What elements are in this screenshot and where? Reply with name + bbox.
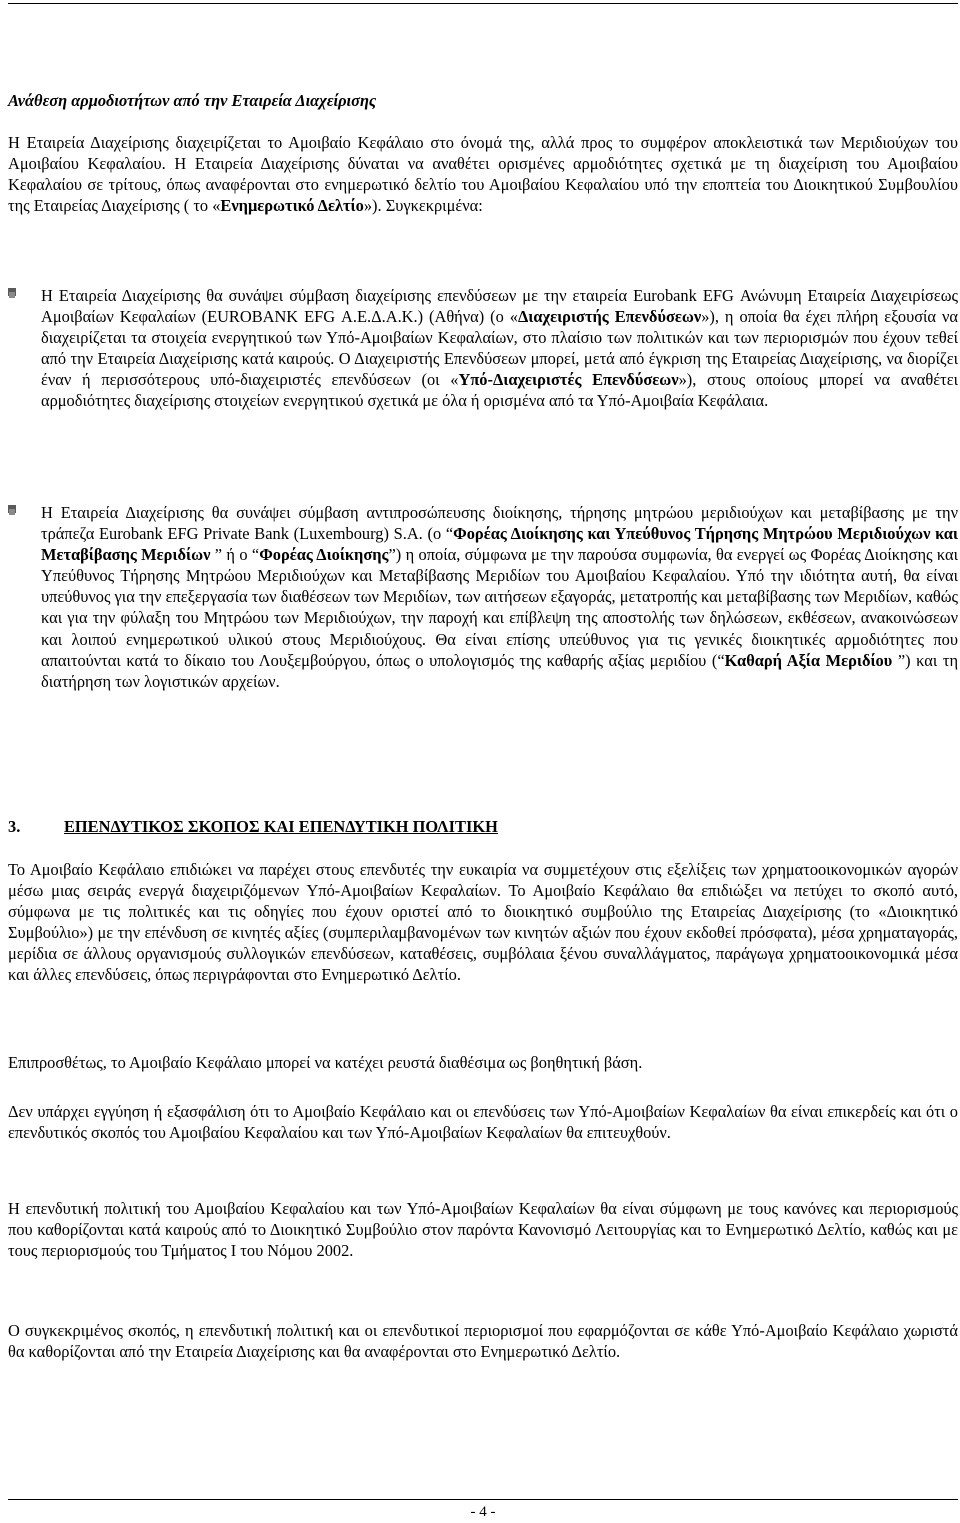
- bullet1-text-1: Η Εταιρεία Διαχείρισης θα συνάψει σύμβαση διαχείρισης επενδύσεων με την εταιρεία Eurobank EFG Ανώνυμη Εταιρεία Διαχειρίσεως Αμοιβαίων Κεφαλαίων (EUROBANK EFG Α.Ε.Δ.Α.Κ.) (Αθήνα) (ο «: [41, 286, 958, 327]
- bullet2-text-2: ” ή ο “: [210, 545, 260, 565]
- bullet2-bold-3: Καθαρή Αξία Μεριδίου: [724, 650, 893, 670]
- section-number: 3.: [8, 817, 21, 836]
- intro-paragraph: [8, 132, 958, 216]
- square-bullet-icon: [8, 288, 16, 296]
- top-rule: [8, 3, 958, 4]
- document-page: [8, 0, 958, 1521]
- intro-bold-term: Ενημερωτικό Δελτίο: [220, 196, 364, 216]
- bullet2-bold-2: Φορέας Διοίκησης: [259, 545, 389, 565]
- intro-text-2: »). Συγκεκριμένα:: [363, 196, 483, 216]
- bullet2-text-4: ”) και τη διατήρηση των λογιστικών αρχείων.: [41, 650, 959, 691]
- bullet2-bold-1: Φορέας Διοίκησης και Υπεύθυνος Τήρησης Μητρώου Μεριδιούχων και Μεταβίβασης Μεριδίων: [41, 524, 958, 565]
- square-bullet-icon: [8, 505, 16, 513]
- bullet1-bold-1: Διαχειριστής Επενδύσεων: [518, 307, 702, 327]
- paragraph-no-guarantee: Δεν υπάρχει εγγύηση ή εξασφάλιση ότι το Αμοιβαίο Κεφάλαιο και οι επενδύσεις των Υπό-Αμοιβαίων Κεφαλαίων θα είναι επικερδείς και ότι ο επενδυτικός σκοπός του Αμοιβαίου Κεφαλαίου και των Υπό-Αμοιβαίων Κεφαλαίων θα επιτευχθούν.: [8, 1102, 958, 1143]
- bullet1-text-3: »), στους οποίους μπορεί να αναθέτει αρμοδιότητες διαχείρισης στοιχείων ενεργητικού σχετικά με όλα ή ορισμένα από τα Υπό-Αμοιβαία Κεφάλαια.: [41, 370, 958, 411]
- paragraph-investment-policy: Η επενδυτική πολιτική του Αμοιβαίου Κεφαλαίου και των Υπό-Αμοιβαίων Κεφαλαίων θα είναι σύμφωνη με τους κανόνες και περιορισμούς που καθορίζονται κατά καιρούς από το Διοικητικό Συμβούλιο στον παρόντα Κανονισμό Λειτουργίας και το Ενημερωτικό Δελτίο, καθώς και με τους περιορισμούς του Τμήματος I του Νόμου 2002.: [8, 1199, 958, 1261]
- paragraph-liquid-assets: Επιπροσθέτως, το Αμοιβαίο Κεφάλαιο μπορεί να κατέχει ρευστά διαθέσιμα ως βοηθητική βάση.: [8, 1053, 643, 1072]
- list-item-investment-manager: [8, 285, 958, 428]
- intro-text-1: Η Εταιρεία Διαχείρισης διαχειρίζεται το Αμοιβαίο Κεφάλαιο στο όνομά της, αλλά προς το συμφέρον αποκλειστικά των Μεριδιούχων του Αμοιβαίου Κεφαλαίου. Η Εταιρεία Διαχείρισης δύναται να αναθέτει ορισμένες αρμοδιότητες σχετικά με τη διαχείριση του Αμοιβαίου Κεφαλαίου σε τρίτους, όπως αναφέρονται στο ενημερωτικό δελτίο του Αμοιβαίου Κεφαλαίου υπό την εποπτεία του Διοικητικού Συμβουλίου της Εταιρείας Διαχείρισης ( το «: [8, 133, 958, 216]
- section-title: ΕΠΕΝΔΥΤΙΚΟΣ ΣΚΟΠΟΣ ΚΑΙ ΕΠΕΝΔΥΤΙΚΗ ΠΟΛΙΤΙΚΗ: [64, 817, 498, 836]
- bullet1-bold-2: Υπό-Διαχειριστές Επενδύσεων: [458, 370, 679, 390]
- list-item-text: [41, 285, 958, 412]
- section-subheading: Ανάθεση αρμοδιοτήτων από την Εταιρεία Διαχείρισης: [8, 91, 377, 110]
- bullet1-text-2: »), η οποία θα έχει πλήρη εξουσία να διαχειρίζεται τα στοιχεία ενεργητικού των Υπό-Αμοιβαίων Κεφαλαίων, στο πλαίσιο των πολιτικών και των περιορισμών που έχουν τεθεί από την Εταιρεία Διαχείρισης κατά καιρούς. Ο Διαχειριστής Επενδύσεων μπορεί, μετά από έγκριση της Εταιρείας Διαχείρισης, να διορίζει έναν ή περισσότερους υπό-διαχειριστές επενδύσεων (οι «: [41, 307, 958, 390]
- list-item-administration-agent: [8, 502, 958, 708]
- section-heading: [8, 816, 498, 837]
- page-number: - 4 -: [470, 1504, 496, 1520]
- list-item-text: [41, 502, 958, 692]
- bullet2-text-1: Η Εταιρεία Διαχείρισης θα συνάψει σύμβαση αντιπροσώπευσης διοίκησης, τήρησης μητρώου μεριδιούχων και μεταβίβασης με την τράπεζα Eurobank EFG Private Bank (Luxembourg) S.A. (ο “: [41, 503, 958, 544]
- footer-rule: [8, 1499, 958, 1500]
- paragraph-objective: Το Αμοιβαίο Κεφάλαιο επιδιώκει να παρέχει στους επενδυτές την ευκαιρία να συμμετέχουν στις εξελίξεις των χρηματοοικονομικών αγορών μέσω μιας σειράς ενεργά διαχειριζόμενων Υπό-Αμοιβαίων Κεφαλαίων. Το Αμοιβαίο Κεφάλαιο θα επιδιώξει να πετύχει το σκοπό αυτό, σύμφωνα με τις πολιτικές και τις οδηγίες που έχουν οριστεί από το διοικητικό συμβούλιο της Εταιρείας Διαχείρισης (το «Διοικητικό Συμβούλιο») με την επένδυση σε κινητές αξίες (συμπεριλαμβανομένων των κινητών αξιών που έχουν εκδοθεί πρόσφατα), μέσα χρηματαγοράς, μερίδια σε άλλους οργανισμούς συλλογικών επενδύσεων, καταθέσεις, συμβόλαια ξένου συναλλάγματος, παράγωγα χρηματοοικονομικά μέσα και άλλες επενδύσεις, όπως περιγράφονται στο Ενημερωτικό Δελτίο.: [8, 860, 958, 985]
- paragraph-specific-objective: Ο συγκεκριμένος σκοπός, η επενδυτική πολιτική και οι επενδυτικοί περιορισμοί που εφαρμόζονται σε κάθε Υπό-Αμοιβαίο Κεφάλαιο χωριστά θα καθορίζονται από την Εταιρεία Διαχείρισης και θα αναφέρονται στο Ενημερωτικό Δελτίο.: [8, 1321, 958, 1362]
- bullet2-text-3: ”) η οποία, σύμφωνα με την παρούσα συμφωνία, θα ενεργεί ως Φορέας Διοίκησης και Υπεύθυνος Τήρησης Μητρώου Μεριδιούχων και Μεταβίβασης Μεριδίων του Αμοιβαίου Κεφαλαίου. Υπό την ιδιότητα αυτή, θα είναι υπεύθυνος για την επεξεργασία των διαθέσεων των Μεριδίων, των αιτήσεων εξαγοράς, μετατροπής και μεταβίβασης των Μεριδίων, καθώς και για την φύλαξη του Μητρώου των Μεριδιούχων, την παροχή και επίβλεψη της αποστολής των δηλώσεων, εκθέσεων, ανακοινώσεων και λοιπού ενημερωτικού υλικού στους Μεριδιούχους. Θα είναι επίσης υπεύθυνος για τις γενικές διοικητικές αρμοδιότητες που απαιτούνται κατά το δίκαιο του Λουξεμβούργου, όπως ο υπολογισμός της καθαρής αξίας μεριδίου (“: [41, 545, 958, 670]
